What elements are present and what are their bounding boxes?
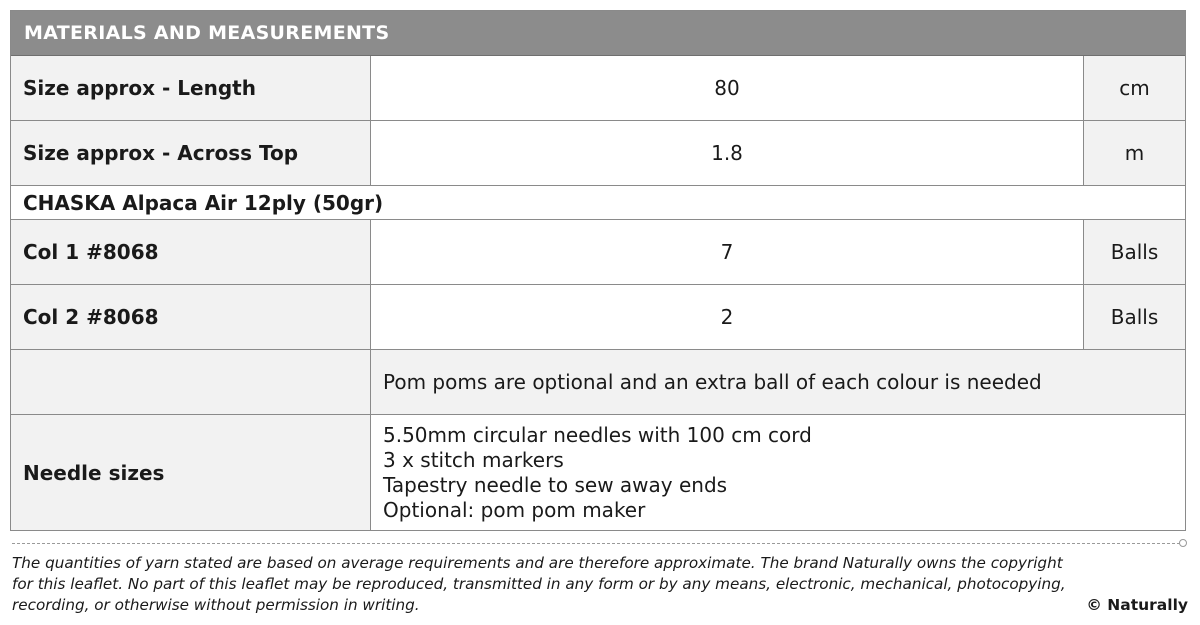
col1-value: 7 — [371, 220, 1084, 284]
footer-last-line — [12, 595, 1188, 616]
across-unit: m — [1084, 121, 1185, 185]
needles-item: 5.50mm circular needles with 100 cm cord — [383, 422, 812, 447]
pompom-empty-label — [11, 350, 371, 414]
col2-label: Col 2 #8068 — [11, 285, 371, 349]
col2-value: 2 — [371, 285, 1084, 349]
divider-end-dot — [1179, 539, 1187, 547]
footer-disclaimer — [12, 553, 1188, 616]
row-col1 — [11, 220, 1185, 285]
row-size-across-top — [11, 121, 1185, 186]
row-yarn — [11, 186, 1185, 220]
row-size-length — [11, 56, 1185, 121]
length-label: Size approx - Length — [11, 56, 371, 120]
length-unit: cm — [1084, 56, 1185, 120]
row-pompom-note — [11, 350, 1185, 415]
footer-line: recording, or otherwise without permission in writing. — [12, 596, 420, 614]
across-label: Size approx - Across Top — [11, 121, 371, 185]
col2-unit: Balls — [1084, 285, 1185, 349]
dashed-divider — [12, 543, 1180, 544]
needles-item: 3 x stitch markers — [383, 447, 564, 472]
pompom-note: Pom poms are optional and an extra ball of each colour is needed — [371, 350, 1185, 414]
materials-table — [10, 10, 1186, 531]
col1-label: Col 1 #8068 — [11, 220, 371, 284]
needles-item: Tapestry needle to sew away ends — [383, 472, 728, 497]
col1-unit: Balls — [1084, 220, 1185, 284]
row-col2 — [11, 285, 1185, 350]
footer-line: The quantities of yarn stated are based on average requirements and are therefore approximate. The brand Naturally owns the copyright — [12, 554, 1063, 572]
footer-line: for this leaflet. No part of this leaflet may be reproduced, transmitted in any form or by any means, electronic, mechanical, photocopying, — [12, 575, 1066, 593]
length-value: 80 — [371, 56, 1084, 120]
yarn-label: CHASKA Alpaca Air 12ply (50gr) — [11, 186, 1185, 219]
table-header: MATERIALS AND MEASUREMENTS — [11, 11, 1185, 56]
copyright-notice: © Naturally — [1086, 596, 1188, 614]
row-needles — [11, 415, 1185, 530]
needles-label: Needle sizes — [11, 415, 371, 530]
needles-list — [371, 415, 1185, 530]
needles-item: Optional: pom pom maker — [383, 497, 646, 522]
across-value: 1.8 — [371, 121, 1084, 185]
